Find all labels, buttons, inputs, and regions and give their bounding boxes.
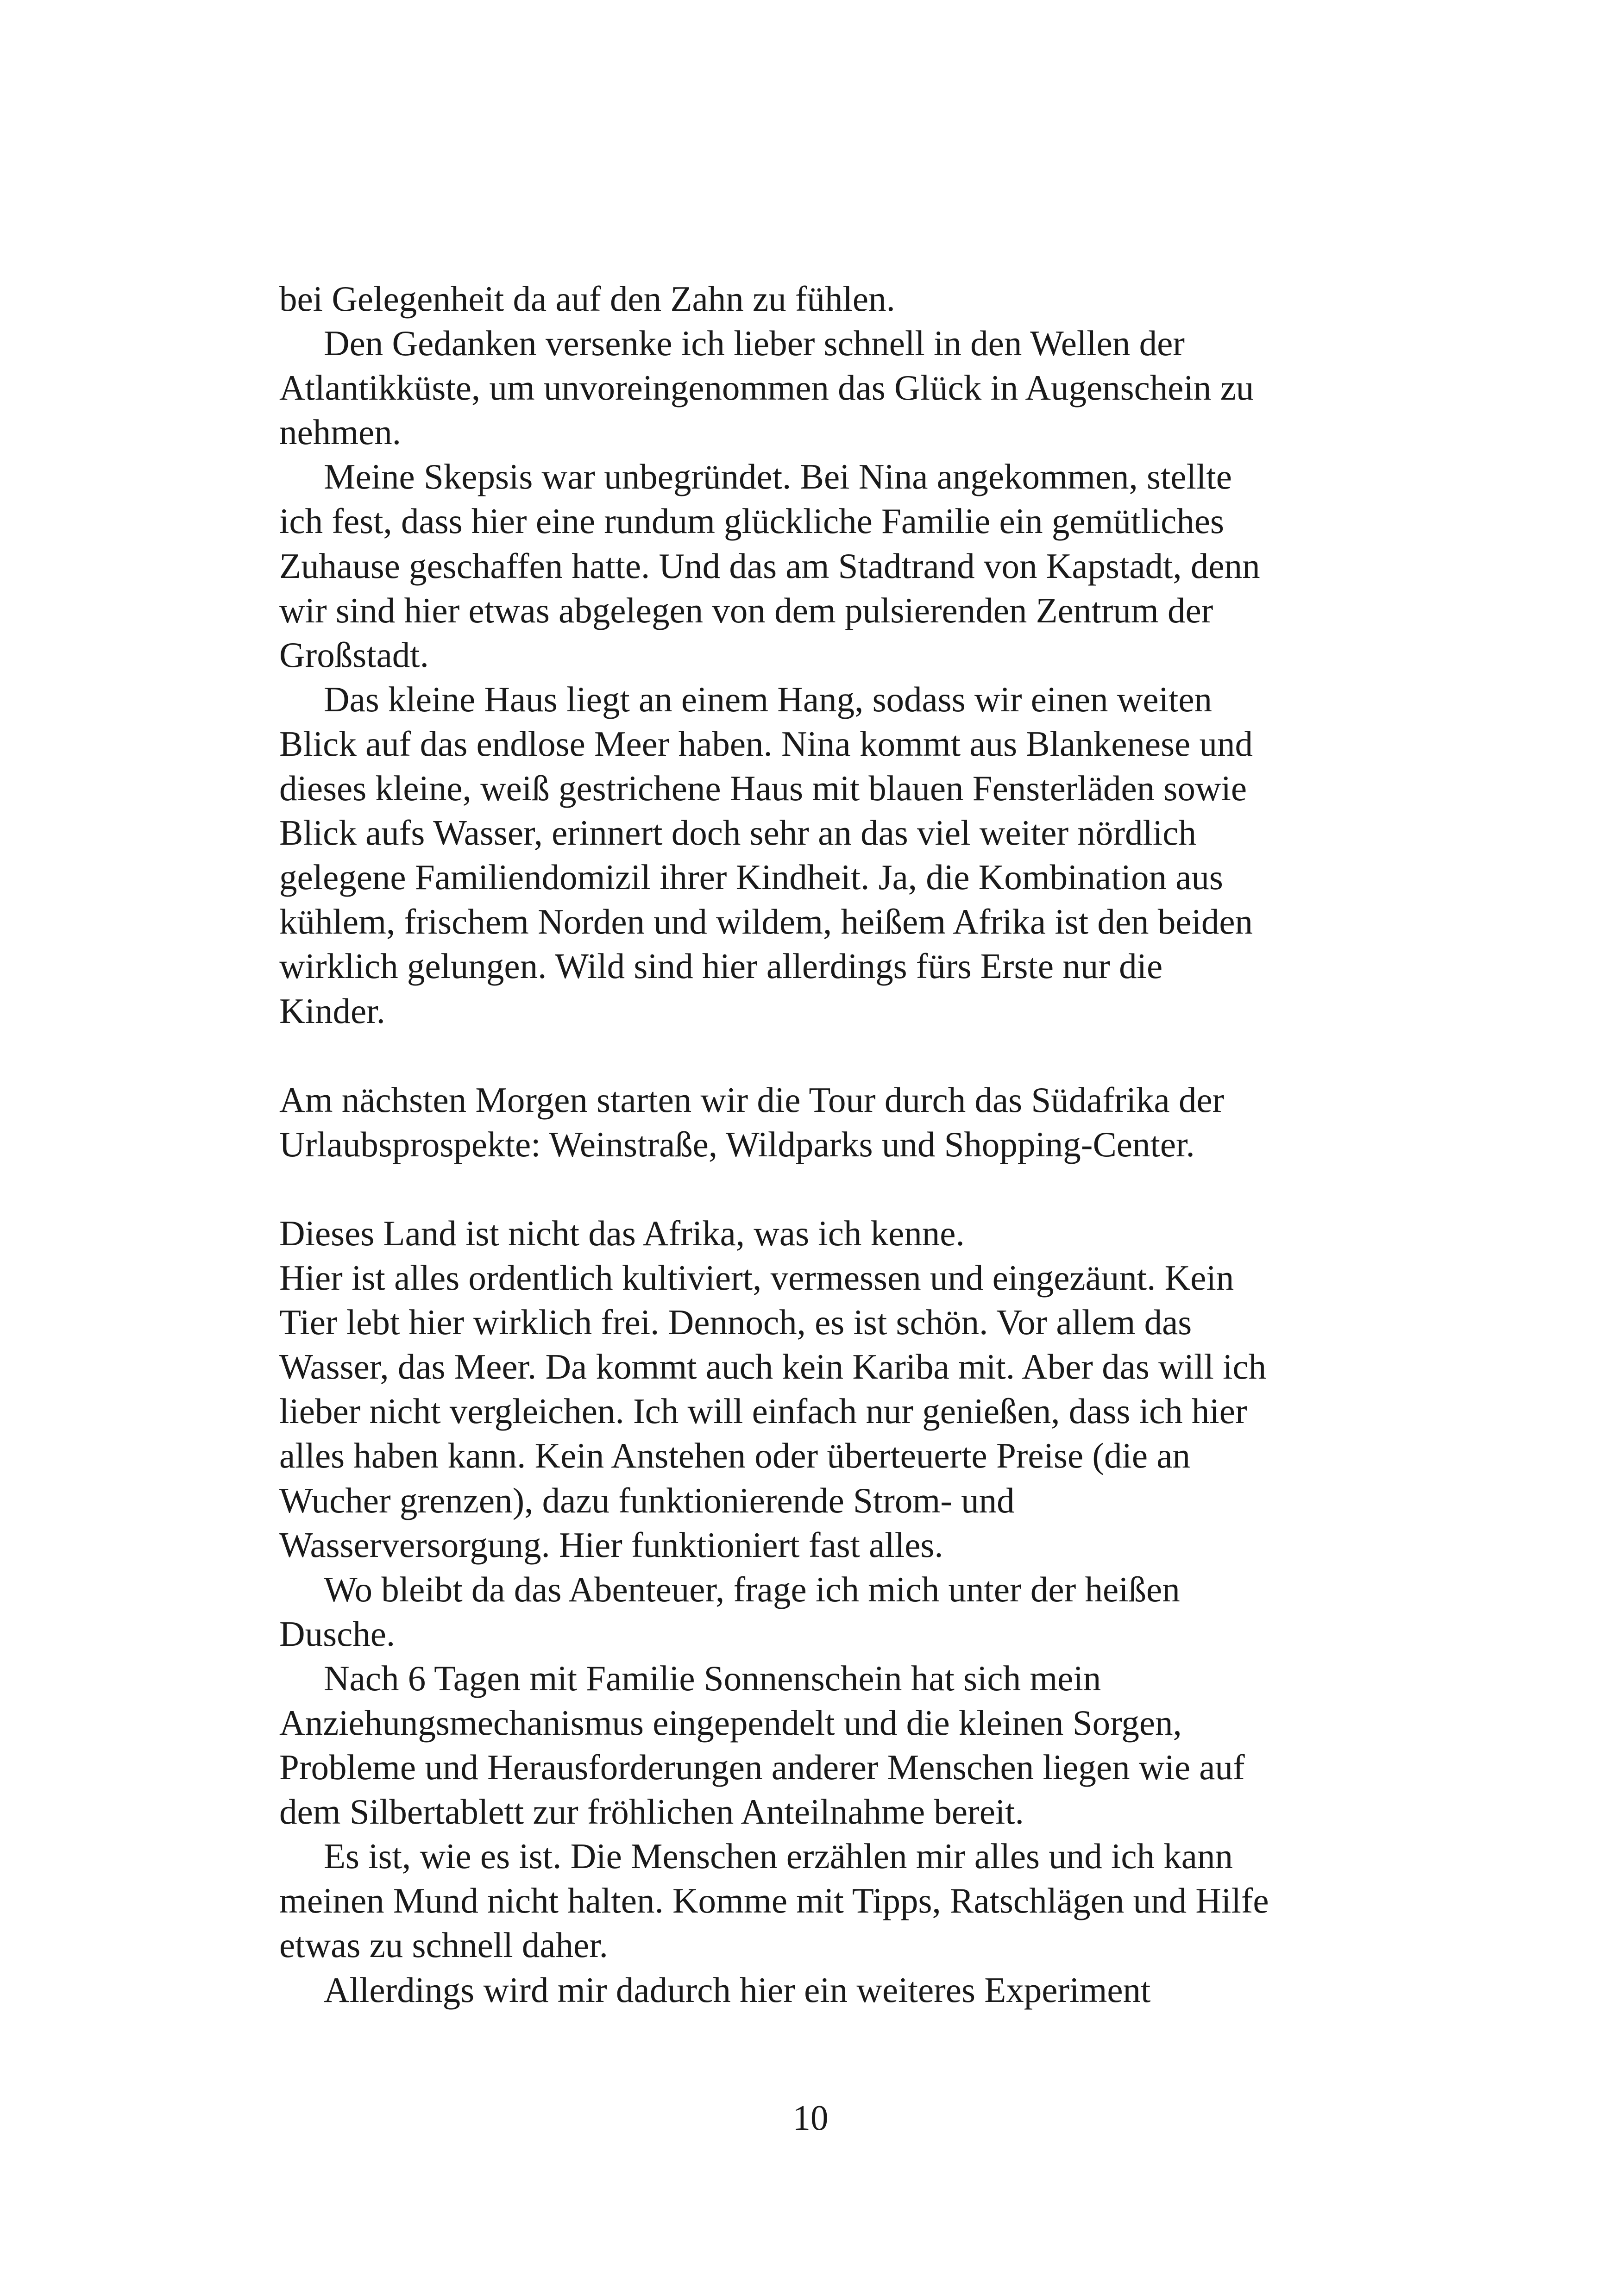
text-line: nehmen. xyxy=(279,412,401,452)
text-line: alles haben kann. Kein Anstehen oder überteuerte Preise (die an xyxy=(279,1436,1191,1476)
text-line: bei Gelegenheit da auf den Zahn zu fühlen. xyxy=(279,279,895,319)
text-line: Hier ist alles ordentlich kultiviert, vermessen und eingezäunt. Kein xyxy=(279,1258,1234,1298)
text-line: Dusche. xyxy=(279,1613,396,1654)
text-line: Es ist, wie es ist. Die Menschen erzählen mir alles und ich kann xyxy=(324,1836,1233,1876)
text-line: Urlaubsprospekte: Weinstraße, Wildparks und Shopping-Center. xyxy=(279,1124,1195,1164)
text-line: ich fest, dass hier eine rundum glückliche Familie ein gemütliches xyxy=(279,501,1224,541)
text-line: Probleme und Herausforderungen anderer Menschen liegen wie auf xyxy=(279,1747,1245,1788)
text-line: Wucher grenzen), dazu funktionierende Strom- und xyxy=(279,1480,1015,1520)
text-line: Atlantikküste, um unvoreingenommen das Glück in Augenschein zu xyxy=(279,368,1254,408)
text-line: Nach 6 Tagen mit Familie Sonnenschein hat sich mein xyxy=(324,1658,1101,1698)
body-text xyxy=(279,276,1391,2012)
text-line: Kinder. xyxy=(279,991,385,1031)
text-line: Dieses Land ist nicht das Afrika, was ich kenne. xyxy=(279,1213,965,1253)
text-line: dieses kleine, weiß gestrichene Haus mit blauen Fensterläden sowie xyxy=(279,768,1247,809)
text-line: Wasser, das Meer. Da kommt auch kein Kariba mit. Aber das will ich xyxy=(279,1347,1267,1387)
text-line: Das kleine Haus liegt an einem Hang, sodass wir einen weiten xyxy=(324,679,1213,719)
text-line: Am nächsten Morgen starten wir die Tour durch das Südafrika der xyxy=(279,1079,1225,1120)
text-line: kühlem, frischem Norden und wildem, heißem Afrika ist den beiden xyxy=(279,902,1253,942)
text-line: dem Silbertablett zur fröhlichen Anteilnahme bereit. xyxy=(279,1792,1024,1832)
paragraph-gap xyxy=(279,1167,1391,1211)
text-line: Den Gedanken versenke ich lieber schnell in den Wellen der xyxy=(324,323,1185,364)
text-line: Blick aufs Wasser, erinnert doch sehr an das viel weiter nördlich xyxy=(279,813,1196,853)
text-line: gelegene Familiendomizil ihrer Kindheit. Ja, die Kombination aus xyxy=(279,857,1223,897)
page-number: 10 xyxy=(792,2098,829,2138)
text-line: wirklich gelungen. Wild sind hier allerdings fürs Erste nur die xyxy=(279,946,1163,986)
text-line: Großstadt. xyxy=(279,634,429,675)
text-line: meinen Mund nicht halten. Komme mit Tipps, Ratschlägen und Hilfe xyxy=(279,1881,1269,1921)
text-line: wir sind hier etwas abgelegen von dem pulsierenden Zentrum der xyxy=(279,590,1213,630)
text-line: Blick auf das endlose Meer haben. Nina kommt aus Blankenese und xyxy=(279,723,1253,764)
text-line: Anziehungsmechanismus eingependelt und die kleinen Sorgen, xyxy=(279,1703,1182,1743)
text-line: etwas zu schnell daher. xyxy=(279,1925,608,1965)
text-line: Tier lebt hier wirklich frei. Dennoch, es ist schön. Vor allem das xyxy=(279,1302,1192,1342)
text-line: Allerdings wird mir dadurch hier ein weiteres Experiment xyxy=(324,1970,1151,2010)
text-line: lieber nicht vergleichen. Ich will einfach nur genießen, dass ich hier xyxy=(279,1391,1247,1431)
paragraph-gap xyxy=(279,1033,1391,1078)
text-line: Zuhause geschaffen hatte. Und das am Stadtrand von Kapstadt, denn xyxy=(279,546,1260,586)
text-line: Meine Skepsis war unbegründet. Bei Nina angekommen, stellte xyxy=(324,457,1232,497)
text-line: Wo bleibt da das Abenteuer, frage ich mich unter der heißen xyxy=(324,1569,1180,1609)
text-line: Wasserversorgung. Hier funktioniert fast alles. xyxy=(279,1524,943,1565)
